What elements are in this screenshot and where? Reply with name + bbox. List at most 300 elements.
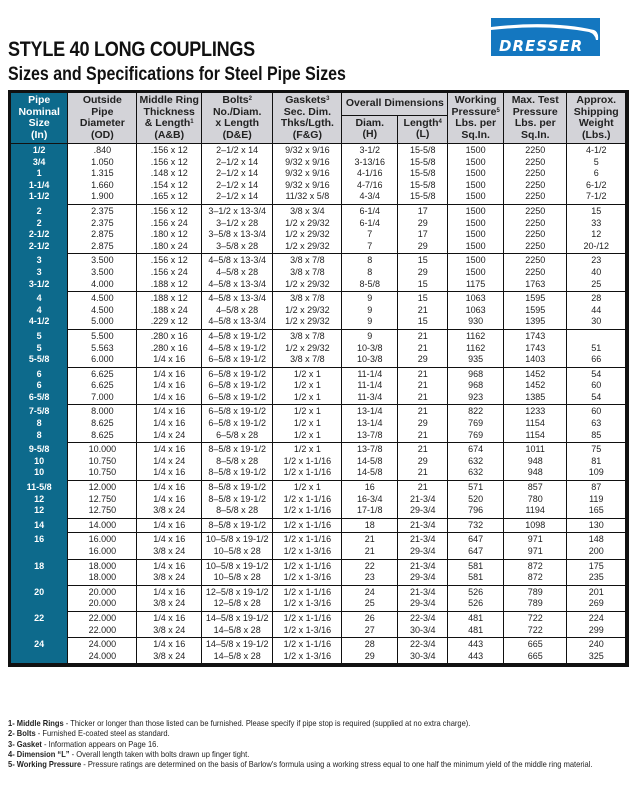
cell-middle-ring [137,533,202,559]
cell-length-l [398,611,448,637]
cell-value: 1500 [465,217,486,228]
cell-value: 3/4 [32,156,46,167]
cell-bolts [202,367,273,405]
cell-value: 23 [364,572,375,583]
cell-value: 3/8 x 24 [153,598,186,609]
table-row-group [11,481,625,519]
cell-shipping-weight [567,367,625,405]
cell-value: 21 [417,467,428,478]
cell-value: 1/4 x 16 [153,612,186,623]
cell-diameter-h [342,611,398,637]
cell-value: 20-/12 [583,240,609,251]
cell-value: 8.625 [91,429,114,440]
cell-value: 15 [591,205,602,216]
cell-value: 17 [417,205,428,216]
cell-value: 10–5/8 x 19-1/2 [205,534,269,545]
cell-value: 647 [468,546,484,556]
cell-value: 17-1/8 [357,505,383,516]
cell-value: 201 [588,586,604,597]
cell-value: 3/8 x 7/8 [290,330,325,341]
cell-max-test-pressure [503,405,567,443]
cell-value: 3/8 x 7/8 [290,266,325,277]
cell-value: .154 x 12 [150,179,188,190]
cell-value: 29-3/4 [409,505,436,516]
cell-value: 6–5/8 x 19-1/2 [208,354,266,365]
cell-working-pressure [448,254,504,292]
cell-value: 1395 [525,316,546,327]
cell-bolts [202,443,273,481]
cell-value: 24.000 [88,650,117,661]
cell-outside-diameter [68,204,137,253]
cell-value: 857 [527,482,543,493]
cell-value: 1/2 x 29/32 [285,240,330,251]
cell-value: 674 [468,444,484,455]
cell-value: 1500 [465,266,486,277]
cell-max-test-pressure [503,329,567,367]
cell-value: 12 [34,505,45,516]
cell-value: 4.500 [91,304,114,315]
table-row-group [11,518,625,533]
footnote [8,728,592,738]
cell-value: 14–5/8 x 19-1/2 [205,612,269,623]
cell-value: 1.315 [91,168,114,179]
cell-outside-diameter [68,144,137,205]
cell-value: 8.625 [91,418,114,429]
cell-value: 1063 [465,293,486,304]
cell-value: 10-3/8 [357,342,383,353]
cell-value: 60 [591,380,602,391]
cell-value: 2–1/2 x 14 [216,179,259,190]
cell-shipping-weight [567,585,625,611]
cell-value: 1/2 x 1-3/16 [283,572,332,583]
cell-value: 13-7/8 [357,429,383,440]
cell-value: 224 [588,612,604,623]
footnote [8,739,592,749]
cell-value: 1098 [525,519,546,530]
cell-value: 3/8 x 24 [153,650,186,661]
cell-value: 1452 [525,368,546,379]
cell-value: 6 [36,380,42,391]
cell-value: 6-1/2 [585,179,607,190]
cell-value: 2250 [525,145,546,155]
cell-value: 1/2 x 1 [293,482,321,493]
cell-length-l [398,481,448,519]
cell-value: 3 [36,255,42,266]
table-body [11,144,625,664]
cell-value: 2250 [525,217,546,228]
cell-value: 130 [588,519,604,530]
footnote-text: - Overall length taken with bolts drawn up finger tight. [69,748,250,759]
cell-value: 21 [417,380,428,391]
cell-value: 1/2 x 1 [293,429,321,440]
cell-value: 15 [417,278,428,289]
logo-text: DRESSER [499,37,584,55]
cell-value: 526 [468,598,484,609]
cell-gaskets [273,533,342,559]
cell-length-l [398,518,448,533]
cell-value: 9 [367,330,373,341]
cell-value: 18.000 [88,572,117,583]
cell-pipe-size [11,638,68,664]
cell-value: 4–5/8 x 28 [216,266,259,277]
cell-value: 27 [364,624,375,635]
cell-value: 15 [417,255,428,266]
cell-value: 28 [591,293,602,304]
cell-max-test-pressure [503,638,567,664]
cell-value [12,598,66,610]
cell-value: 4 [36,304,42,315]
cell-value: 18 [364,519,375,530]
cell-value: 1.050 [91,156,114,167]
cell-shipping-weight [567,292,625,330]
cell-value: 10 [34,467,45,478]
cell-value: .148 x 12 [150,168,188,179]
cell-value: 2 [36,217,42,228]
cell-value: 29-3/4 [409,572,436,583]
cell-max-test-pressure [503,481,567,519]
cell-value: 2–1/2 x 14 [216,191,259,202]
cell-value: 15-5/8 [409,179,436,190]
cell-value: 29 [417,240,428,251]
cell-value: 4–5/8 x 13-3/4 [208,316,266,327]
cell-value: 14-5/8 [357,455,383,466]
header-pipe-nominal-size: Pipe Nominal Size (In) [11,93,68,144]
cell-value: 6 [36,368,42,379]
cell-middle-ring [137,518,202,533]
cell-value: 1/2 x 1-1/16 [283,534,332,545]
cell-value: 63 [591,418,602,429]
cell-gaskets [273,405,342,443]
cell-working-pressure [448,533,504,559]
cell-value: 30-3/4 [409,624,436,635]
page-title: STYLE 40 LONG COUPLINGS [8,38,255,61]
cell-value: 1194 [525,505,545,516]
cell-value: 1/2 x 1-1/16 [283,505,332,516]
cell-bolts [202,559,273,585]
cell-value: 2250 [525,156,546,167]
cell-value: 1-1/2 [28,191,50,202]
cell-value: 21 [364,534,375,545]
cell-value: 10–5/8 x 19-1/2 [205,560,269,571]
cell-value: 200 [588,546,604,556]
cell-value: 1/4 x 16 [153,406,186,417]
cell-value: 8–5/8 x 28 [216,455,259,466]
cell-shipping-weight [567,533,625,559]
cell-outside-diameter [68,292,137,330]
cell-length-l [398,292,448,330]
cell-outside-diameter [68,518,137,533]
cell-value: 8 [367,255,373,266]
cell-value: .180 x 24 [150,240,188,251]
cell-value: 3–5/8 x 28 [216,240,259,251]
cell-bolts [202,533,273,559]
header-shipping-weight: Approx. Shipping Weight (Lbs.) [567,93,625,144]
cell-value: 15-5/8 [409,191,436,202]
footnote-text: - Pressure ratings are determined on the basis of Barlow's formula using a working stress equal to one half the minimum yield of the middle ring material. [81,759,593,770]
cell-gaskets [273,292,342,330]
cell-value: 11-5/8 [26,482,52,493]
cell-value: 1385 [525,391,546,402]
cell-value: 1743 [525,342,546,353]
cell-outside-diameter [68,443,137,481]
cell-value: 1162 [465,330,486,341]
cell-value: 1595 [525,293,546,304]
cell-value: 8–5/8 x 19-1/2 [208,444,266,455]
cell-value: 6-1/4 [359,205,381,216]
cell-diameter-h [342,292,398,330]
cell-value: 443 [468,639,484,650]
cell-working-pressure [448,367,504,405]
cell-value: .156 x 12 [150,255,188,266]
cell-value: 1.900 [91,191,114,202]
header-outside-diameter: Outside Pipe Diameter (OD) [68,93,137,144]
cell-value: 17 [417,229,428,240]
cell-value: 75 [591,444,602,455]
cell-length-l [398,585,448,611]
cell-value: 33 [591,217,602,228]
cell-value: .156 x 24 [150,217,188,228]
cell-value: 8 [36,429,42,440]
cell-value: 10.000 [88,444,117,455]
cell-value: 9/32 x 9/16 [285,179,330,190]
cell-diameter-h [342,405,398,443]
cell-value: 1403 [525,354,546,365]
cell-value: 1/2 x 1-1/16 [283,467,332,478]
cell-value: 1/2 x 29/32 [285,229,330,240]
cell-value: 12–5/8 x 19-1/2 [205,586,269,597]
cell-value: 12.750 [88,505,117,516]
cell-max-test-pressure [503,292,567,330]
cell-middle-ring [137,367,202,405]
cell-value: 24 [34,639,45,650]
header-gaskets: Gaskets$^3$ Sec. Dim. Thks/Lgth. (F&G) [273,93,342,144]
cell-value: 581 [468,560,484,571]
cell-value: 1/2 x 1-3/16 [283,546,332,556]
cell-bolts [202,292,273,330]
cell-pipe-size [11,559,68,585]
cell-value [568,331,624,343]
cell-shipping-weight [567,611,625,637]
cell-value: 2 [36,205,42,216]
cell-value: 1/2 x 29/32 [285,278,330,289]
cell-value: 4-7/16 [357,179,383,190]
cell-value: 1/2 x 1-3/16 [283,650,332,661]
cell-value: 1/2 x 1 [293,418,321,429]
cell-value: 971 [527,546,543,556]
cell-working-pressure [448,638,504,664]
cell-working-pressure [448,329,504,367]
cell-pipe-size [11,292,68,330]
cell-value: 10–5/8 x 28 [213,572,261,583]
cell-value: 3/8 x 24 [153,546,186,556]
cell-value: 22 [364,560,375,571]
cell-value: 923 [468,391,484,402]
cell-value: 5.000 [91,316,114,327]
cell-value: 930 [468,316,484,327]
cell-value: .156 x 12 [150,205,188,216]
cell-value: 948 [527,455,543,466]
cell-pipe-size [11,518,68,533]
cell-value: 10.750 [88,467,117,478]
cell-value: 1154 [525,418,545,429]
cell-value: 1/4 x 16 [153,354,186,365]
cell-value: 4.000 [91,278,114,289]
cell-pipe-size [11,254,68,292]
cell-pipe-size [11,585,68,611]
cell-value: 22-3/4 [409,612,436,623]
cell-value: 21 [417,304,428,315]
cell-value: 1/4 x 16 [153,560,186,571]
cell-value: 948 [527,467,543,478]
footnote-label: 1- Middle Rings [8,718,64,728]
cell-max-test-pressure [503,533,567,559]
cell-value: 21 [364,546,375,556]
cell-value: 21-3/4 [409,586,436,597]
cell-value: 6.625 [91,380,114,391]
cell-gaskets [273,254,342,292]
cell-value: 29 [417,418,428,429]
cell-value: 5 [593,156,599,167]
cell-value: 1/4 x 16 [153,586,186,597]
cell-value: 18.000 [88,560,117,571]
cell-value: 8–5/8 x 19-1/2 [208,482,266,493]
cell-value: 87 [591,482,602,493]
cell-diameter-h [342,481,398,519]
cell-length-l [398,144,448,205]
cell-pipe-size [11,405,68,443]
cell-shipping-weight [567,144,625,205]
cell-value: 1500 [465,145,486,155]
cell-value: 23 [591,255,602,266]
cell-value: 25 [591,278,602,289]
cell-length-l [398,638,448,664]
cell-shipping-weight [567,204,625,253]
cell-value: 796 [468,505,484,516]
footnote [8,759,592,769]
cell-value: 1/2 x 1-1/16 [283,519,332,530]
table-row-group [11,559,625,585]
cell-value: .188 x 24 [150,304,188,315]
cell-length-l [398,254,448,292]
cell-value [12,625,66,637]
cell-value: 1.660 [91,179,114,190]
footnote [8,749,592,759]
cell-value: 2–1/2 x 14 [216,168,259,179]
cell-value: 1743 [525,330,546,341]
cell-value: 85 [591,429,602,440]
header-max-test-pressure: Max. Test Pressure Lbs. per Sq.In. [503,93,567,144]
cell-value: 28 [364,639,375,650]
cell-value: 732 [468,519,484,530]
cell-outside-diameter [68,481,137,519]
cell-working-pressure [448,443,504,481]
cell-pipe-size [11,204,68,253]
cell-value: 3.500 [91,266,114,277]
cell-value: 1/4 x 24 [153,429,186,440]
cell-bolts [202,144,273,205]
cell-outside-diameter [68,559,137,585]
cell-pipe-size [11,329,68,367]
cell-diameter-h [342,559,398,585]
header-bolts: Bolts$^2$ No./Diam. x Length (D&E) [202,93,273,144]
cell-value: 1500 [465,168,486,179]
cell-value: 4-1/16 [357,168,383,179]
cell-value: 1/2 x 29/32 [285,316,330,327]
cell-working-pressure [448,144,504,205]
cell-shipping-weight [567,329,625,367]
cell-value: 3/8 x 7/8 [290,354,325,365]
cell-value: 1/2 x 1 [293,391,321,402]
cell-value: 29 [417,455,428,466]
cell-value: 1/4 x 16 [153,368,186,379]
cell-value: 1 [36,168,42,179]
cell-value: 1/4 x 16 [153,493,186,504]
cell-value: 481 [468,612,484,623]
cell-value: 6–5/8 x 19-1/2 [208,380,266,391]
cell-pipe-size [11,611,68,637]
cell-value: 9 [367,304,373,315]
cell-value: 1/2 x 1-1/16 [283,612,332,623]
cell-value: 81 [591,455,602,466]
cell-value: 29 [417,354,428,365]
cell-working-pressure [448,292,504,330]
cell-value: .229 x 12 [150,316,188,327]
cell-value: 21 [417,444,428,455]
cell-value: 2-1/2 [28,229,50,240]
cell-value: 29 [364,650,375,661]
cell-value: 20 [34,586,45,597]
header-diameter-h: Diam. (H) [342,115,398,143]
cell-value: 2.375 [91,217,114,228]
cell-value: 3-1/2 [28,278,50,289]
cell-value: 1500 [465,240,486,251]
cell-max-test-pressure [503,204,567,253]
cell-value: 632 [468,467,484,478]
cell-gaskets [273,367,342,405]
cell-value [12,546,66,558]
cell-value: 24 [364,586,375,597]
cell-value: 3-1/2 [359,145,381,155]
cell-value: 15-5/8 [409,145,436,155]
table-row-group [11,144,625,205]
cell-value: 29 [417,266,428,277]
cell-value: 14 [34,519,45,530]
cell-value: .188 x 12 [150,293,188,304]
cell-value: 1/2 x 29/32 [285,342,330,353]
cell-value: 240 [588,639,604,650]
cell-value: 8–5/8 x 19-1/2 [208,467,266,478]
cell-value: 22.000 [88,624,117,635]
cell-value: 4.500 [91,293,114,304]
cell-value: 7-1/2 [585,191,607,202]
cell-value: .280 x 16 [150,330,188,341]
cell-value: 54 [591,368,602,379]
footnotes [8,718,642,769]
cell-length-l [398,533,448,559]
cell-bolts [202,611,273,637]
cell-value: 9/32 x 9/16 [285,168,330,179]
cell-pipe-size [11,144,68,205]
cell-working-pressure [448,481,504,519]
cell-value: 2250 [525,191,546,202]
cell-outside-diameter [68,638,137,664]
cell-bolts [202,329,273,367]
cell-value: 1/2 x 1 [293,444,321,455]
cell-length-l [398,329,448,367]
cell-value: 66 [591,354,602,365]
cell-value: 13-1/4 [357,406,383,417]
footnote-text: - Information appears on Page 16. [41,738,159,749]
